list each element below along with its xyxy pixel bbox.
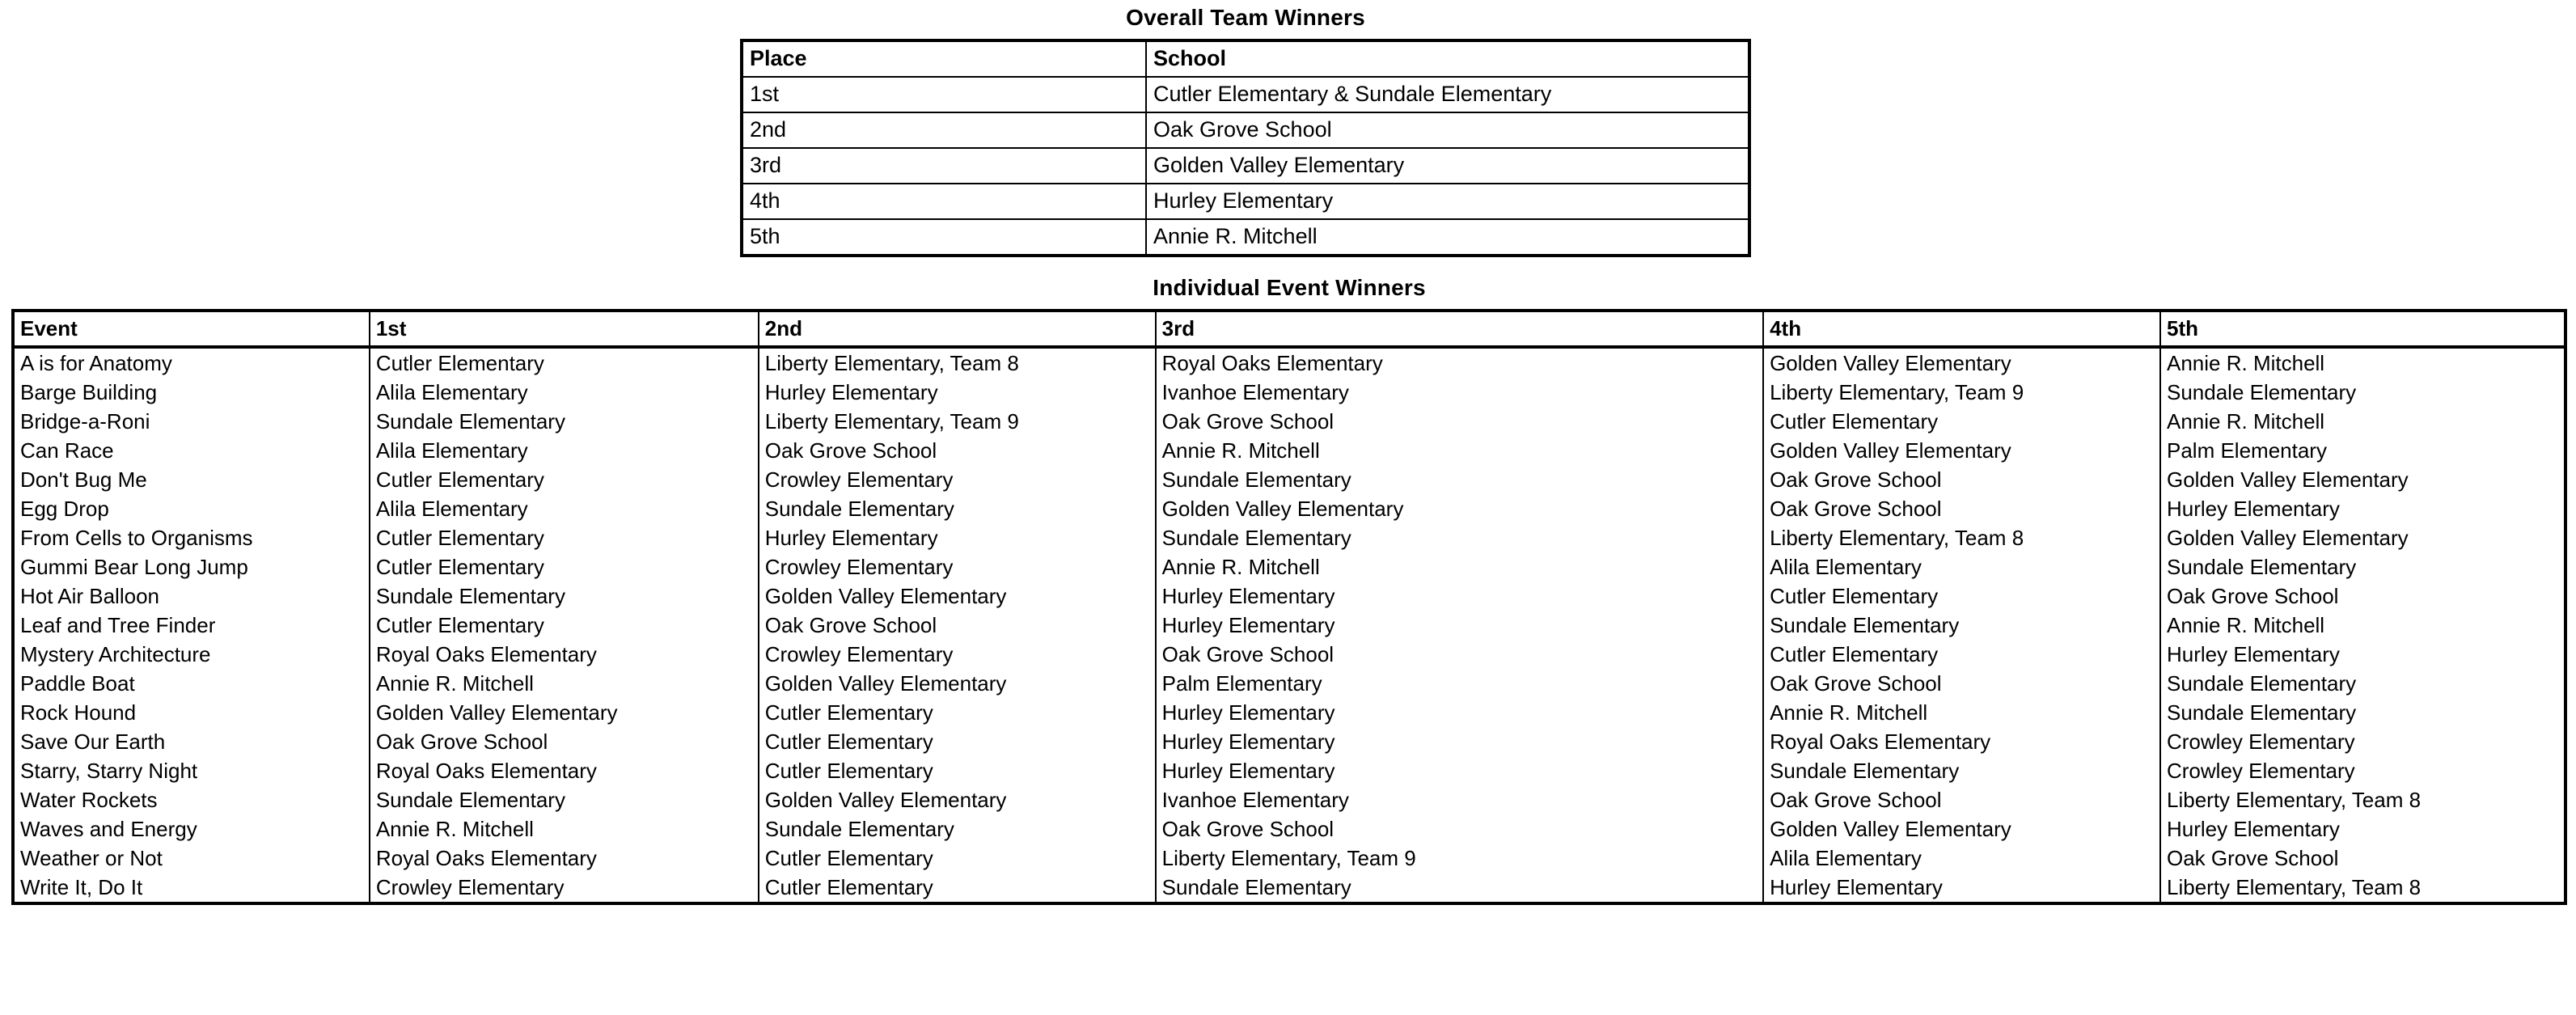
cell-event: Egg Drop [13, 494, 370, 523]
cell-1st: Royal Oaks Elementary [370, 756, 759, 785]
cell-1st: Cutler Elementary [370, 611, 759, 640]
cell-2nd: Oak Grove School [759, 611, 1156, 640]
individual-event-winners-table [11, 309, 2567, 905]
cell-event: Weather or Not [13, 844, 370, 873]
cell-place: 5th [742, 219, 1146, 256]
overall-table-body [742, 77, 1749, 256]
cell-3rd: Hurley Elementary [1156, 698, 1763, 727]
cell-event: Gummi Bear Long Jump [13, 552, 370, 582]
cell-4th: Oak Grove School [1763, 669, 2160, 698]
cell-1st: Alila Elementary [370, 494, 759, 523]
cell-2nd: Oak Grove School [759, 436, 1156, 465]
cell-3rd: Annie R. Mitchell [1156, 552, 1763, 582]
cell-school: Oak Grove School [1146, 112, 1749, 148]
cell-2nd: Hurley Elementary [759, 523, 1156, 552]
column-header-3rd: 3rd [1156, 311, 1763, 347]
individual-event-winners-title: Individual Event Winners [1153, 275, 1426, 300]
cell-1st: Sundale Elementary [370, 582, 759, 611]
cell-4th: Golden Valley Elementary [1763, 814, 2160, 844]
cell-5th: Annie R. Mitchell [2160, 611, 2565, 640]
cell-place: 3rd [742, 148, 1146, 184]
cell-2nd: Cutler Elementary [759, 756, 1156, 785]
cell-3rd: Annie R. Mitchell [1156, 436, 1763, 465]
cell-1st: Royal Oaks Elementary [370, 640, 759, 669]
cell-5th: Sundale Elementary [2160, 698, 2565, 727]
table-row [13, 669, 2565, 698]
table-row [13, 552, 2565, 582]
cell-1st: Cutler Elementary [370, 347, 759, 378]
cell-place: 4th [742, 184, 1146, 219]
cell-1st: Annie R. Mitchell [370, 669, 759, 698]
cell-5th: Hurley Elementary [2160, 814, 2565, 844]
cell-4th: Golden Valley Elementary [1763, 436, 2160, 465]
cell-2nd: Golden Valley Elementary [759, 785, 1156, 814]
table-header-row [742, 40, 1749, 77]
cell-place: 1st [742, 77, 1146, 112]
cell-5th: Golden Valley Elementary [2160, 465, 2565, 494]
table-row [13, 873, 2565, 903]
table-row [13, 523, 2565, 552]
cell-3rd: Oak Grove School [1156, 640, 1763, 669]
cell-3rd: Hurley Elementary [1156, 582, 1763, 611]
cell-school: Golden Valley Elementary [1146, 148, 1749, 184]
cell-5th: Annie R. Mitchell [2160, 347, 2565, 378]
cell-5th: Golden Valley Elementary [2160, 523, 2565, 552]
table-row [13, 611, 2565, 640]
cell-2nd: Crowley Elementary [759, 552, 1156, 582]
cell-4th: Oak Grove School [1763, 785, 2160, 814]
table-header-row [13, 311, 2565, 347]
table-row [13, 378, 2565, 407]
cell-5th: Oak Grove School [2160, 844, 2565, 873]
cell-event: From Cells to Organisms [13, 523, 370, 552]
cell-3rd: Hurley Elementary [1156, 756, 1763, 785]
cell-3rd: Oak Grove School [1156, 407, 1763, 436]
cell-2nd: Liberty Elementary, Team 9 [759, 407, 1156, 436]
events-table-body [13, 347, 2565, 903]
cell-2nd: Crowley Elementary [759, 640, 1156, 669]
cell-3rd: Oak Grove School [1156, 814, 1763, 844]
cell-5th: Hurley Elementary [2160, 494, 2565, 523]
cell-3rd: Ivanhoe Elementary [1156, 378, 1763, 407]
overall-team-winners-table [740, 39, 1751, 257]
cell-3rd: Ivanhoe Elementary [1156, 785, 1763, 814]
cell-event: Bridge-a-Roni [13, 407, 370, 436]
table-row [13, 844, 2565, 873]
table-row [742, 77, 1749, 112]
overall-team-winners-section [740, 0, 1751, 257]
cell-4th: Oak Grove School [1763, 494, 2160, 523]
cell-4th: Cutler Elementary [1763, 640, 2160, 669]
cell-2nd: Golden Valley Elementary [759, 582, 1156, 611]
cell-5th: Sundale Elementary [2160, 552, 2565, 582]
cell-5th: Oak Grove School [2160, 582, 2565, 611]
cell-3rd: Sundale Elementary [1156, 465, 1763, 494]
cell-school: Hurley Elementary [1146, 184, 1749, 219]
cell-2nd: Sundale Elementary [759, 814, 1156, 844]
cell-event: Water Rockets [13, 785, 370, 814]
table-row [13, 407, 2565, 436]
cell-5th: Palm Elementary [2160, 436, 2565, 465]
cell-4th: Alila Elementary [1763, 844, 2160, 873]
cell-3rd: Golden Valley Elementary [1156, 494, 1763, 523]
cell-3rd: Liberty Elementary, Team 9 [1156, 844, 1763, 873]
cell-3rd: Royal Oaks Elementary [1156, 347, 1763, 378]
cell-place: 2nd [742, 112, 1146, 148]
cell-school: Annie R. Mitchell [1146, 219, 1749, 256]
cell-5th: Hurley Elementary [2160, 640, 2565, 669]
cell-4th: Cutler Elementary [1763, 407, 2160, 436]
cell-2nd: Cutler Elementary [759, 727, 1156, 756]
cell-5th: Sundale Elementary [2160, 378, 2565, 407]
cell-2nd: Crowley Elementary [759, 465, 1156, 494]
cell-5th: Liberty Elementary, Team 8 [2160, 873, 2565, 903]
cell-1st: Sundale Elementary [370, 785, 759, 814]
cell-1st: Golden Valley Elementary [370, 698, 759, 727]
cell-3rd: Sundale Elementary [1156, 523, 1763, 552]
table-row [13, 436, 2565, 465]
cell-event: Mystery Architecture [13, 640, 370, 669]
cell-4th: Oak Grove School [1763, 465, 2160, 494]
cell-4th: Royal Oaks Elementary [1763, 727, 2160, 756]
cell-2nd: Cutler Elementary [759, 698, 1156, 727]
cell-4th: Sundale Elementary [1763, 756, 2160, 785]
table-row [13, 698, 2565, 727]
cell-5th: Annie R. Mitchell [2160, 407, 2565, 436]
cell-event: A is for Anatomy [13, 347, 370, 378]
cell-event: Paddle Boat [13, 669, 370, 698]
cell-4th: Alila Elementary [1763, 552, 2160, 582]
cell-1st: Alila Elementary [370, 378, 759, 407]
cell-1st: Royal Oaks Elementary [370, 844, 759, 873]
table-row [13, 727, 2565, 756]
cell-1st: Cutler Elementary [370, 465, 759, 494]
cell-3rd: Sundale Elementary [1156, 873, 1763, 903]
cell-5th: Crowley Elementary [2160, 756, 2565, 785]
cell-event: Leaf and Tree Finder [13, 611, 370, 640]
cell-5th: Sundale Elementary [2160, 669, 2565, 698]
cell-5th: Liberty Elementary, Team 8 [2160, 785, 2565, 814]
cell-1st: Cutler Elementary [370, 552, 759, 582]
cell-4th: Liberty Elementary, Team 9 [1763, 378, 2160, 407]
table-row [13, 465, 2565, 494]
table-row [13, 347, 2565, 378]
cell-2nd: Sundale Elementary [759, 494, 1156, 523]
table-row [742, 148, 1749, 184]
column-header-4th: 4th [1763, 311, 2160, 347]
cell-4th: Golden Valley Elementary [1763, 347, 2160, 378]
cell-2nd: Cutler Elementary [759, 844, 1156, 873]
cell-event: Barge Building [13, 378, 370, 407]
cell-4th: Annie R. Mitchell [1763, 698, 2160, 727]
cell-3rd: Hurley Elementary [1156, 727, 1763, 756]
cell-4th: Liberty Elementary, Team 8 [1763, 523, 2160, 552]
table-row [13, 756, 2565, 785]
cell-1st: Sundale Elementary [370, 407, 759, 436]
cell-4th: Sundale Elementary [1763, 611, 2160, 640]
cell-event: Starry, Starry Night [13, 756, 370, 785]
table-row [742, 184, 1749, 219]
table-row [13, 814, 2565, 844]
table-row [742, 112, 1749, 148]
cell-school: Cutler Elementary & Sundale Elementary [1146, 77, 1749, 112]
cell-1st: Alila Elementary [370, 436, 759, 465]
cell-2nd: Hurley Elementary [759, 378, 1156, 407]
cell-event: Don't Bug Me [13, 465, 370, 494]
table-row [13, 640, 2565, 669]
cell-1st: Cutler Elementary [370, 523, 759, 552]
table-row [13, 582, 2565, 611]
cell-2nd: Golden Valley Elementary [759, 669, 1156, 698]
cell-event: Can Race [13, 436, 370, 465]
overall-team-winners-title: Overall Team Winners [1126, 5, 1365, 30]
cell-5th: Crowley Elementary [2160, 727, 2565, 756]
column-header-1st: 1st [370, 311, 759, 347]
column-header-5th: 5th [2160, 311, 2565, 347]
column-header-2nd: 2nd [759, 311, 1156, 347]
column-header-school: School [1146, 40, 1749, 77]
column-header-event: Event [13, 311, 370, 347]
cell-3rd: Hurley Elementary [1156, 611, 1763, 640]
cell-event: Hot Air Balloon [13, 582, 370, 611]
table-row [13, 785, 2565, 814]
cell-event: Rock Hound [13, 698, 370, 727]
cell-event: Write It, Do It [13, 873, 370, 903]
table-row [742, 219, 1749, 256]
cell-1st: Annie R. Mitchell [370, 814, 759, 844]
cell-event: Waves and Energy [13, 814, 370, 844]
cell-1st: Crowley Elementary [370, 873, 759, 903]
cell-4th: Cutler Elementary [1763, 582, 2160, 611]
cell-2nd: Cutler Elementary [759, 873, 1156, 903]
cell-2nd: Liberty Elementary, Team 8 [759, 347, 1156, 378]
column-header-place: Place [742, 40, 1146, 77]
cell-4th: Hurley Elementary [1763, 873, 2160, 903]
cell-3rd: Palm Elementary [1156, 669, 1763, 698]
cell-event: Save Our Earth [13, 727, 370, 756]
table-row [13, 494, 2565, 523]
cell-1st: Oak Grove School [370, 727, 759, 756]
individual-event-winners-section [11, 275, 2567, 905]
